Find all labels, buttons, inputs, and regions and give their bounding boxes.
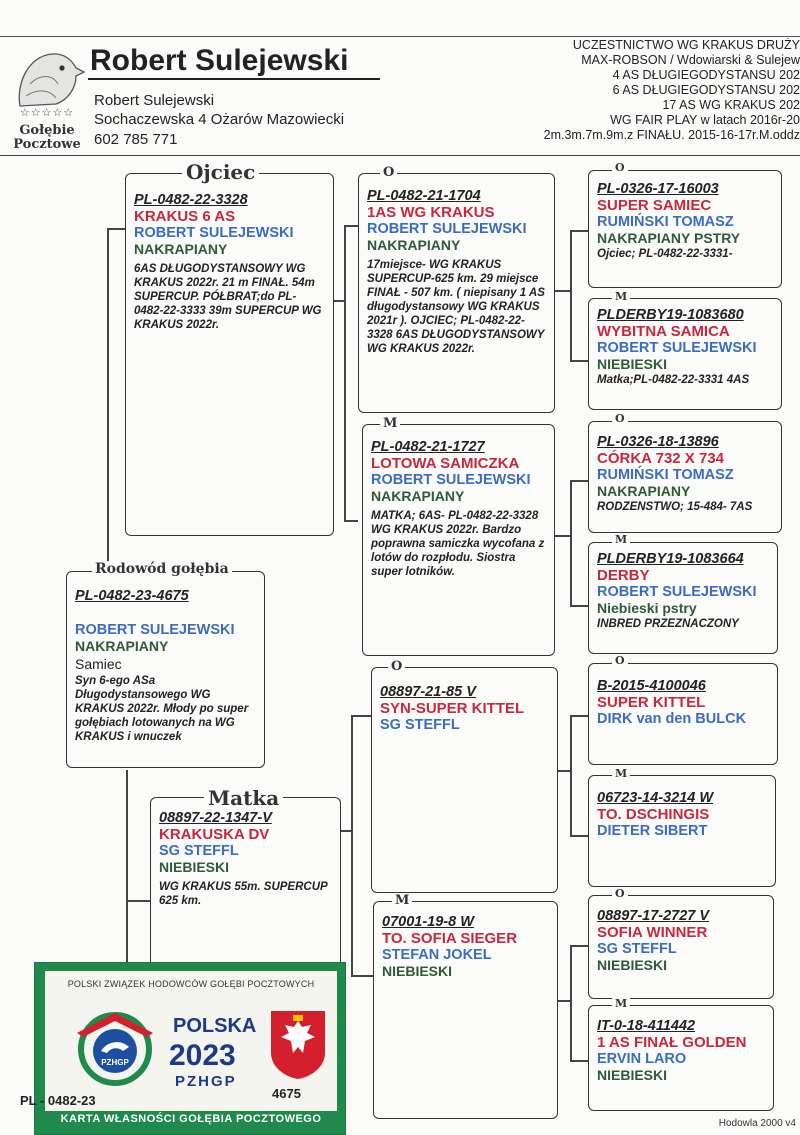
- ring-number: 07001-19-8 W: [382, 914, 474, 930]
- great-grandparent-card: [588, 421, 782, 533]
- great-grandparent-card: [588, 170, 782, 288]
- connector-line: [344, 225, 358, 227]
- polish-eagle-icon: [267, 1007, 329, 1081]
- great-grandparent-card: [588, 663, 778, 765]
- breeder-name: SG STEFFL: [159, 843, 239, 859]
- connector-line: [126, 770, 128, 970]
- header-divider: [0, 155, 800, 156]
- card-year: 2023: [169, 1039, 236, 1072]
- breeder-name: SG STEFFL: [380, 717, 460, 733]
- pigeon-note: WG KRAKUS 55m. SUPERCUP 625 km.: [159, 881, 328, 907]
- ring-number: PL-0482-21-1727: [371, 439, 485, 455]
- ring-number: PL-0326-18-13896: [597, 434, 719, 450]
- pigeon-color: NAKRAPIANY PSTRY: [597, 230, 741, 246]
- maternal-grandfather-card: [371, 667, 558, 893]
- logo-text: [6, 124, 88, 152]
- pigeon-color: NIEBIESKI: [597, 957, 668, 973]
- card-inner: [45, 971, 337, 1095]
- female-label: M: [380, 416, 400, 431]
- maternal-grandmother-card: [373, 901, 558, 1119]
- breeder-name: ROBERT SULEJEWSKI: [597, 584, 757, 600]
- connector-line: [570, 835, 588, 837]
- achievement-line: UCZESTNICTWO WG KRAKUS DRUŻY: [572, 38, 800, 52]
- pigeon-name: CÓRKA 732 X 734: [597, 450, 725, 467]
- mother-card: [150, 797, 341, 975]
- great-grandparent-card: [588, 775, 776, 887]
- owner-title-underline: [88, 78, 380, 80]
- ring-number: PLDERBY19-1083664: [597, 551, 744, 567]
- pigeon-note: 17miejsce- WG KRAKUS SUPERCUP-625 km. 29 miejsce FINAŁ - 507 km. ( niepisany 1 AS długodystansowy WG KRAKUS 2021r ). OJCIEC; PL-0482-22-3328 6AS DŁUGODYSTANSOWY WG KRAKUS 2022r.: [367, 259, 545, 355]
- female-label: M: [392, 893, 412, 908]
- pigeon-name: SOFIA WINNER: [597, 924, 708, 941]
- male-label: O: [612, 654, 628, 667]
- female-label: M: [612, 290, 630, 303]
- mother-label: Matka: [204, 786, 283, 810]
- card-ring-number: PL - 0482-23: [20, 1093, 96, 1108]
- achievement-line: 17 AS WG KRAKUS 202: [662, 98, 800, 112]
- pigeon-color: Niebieski pstry: [597, 600, 697, 616]
- footer-text: Hodowla 2000 v4: [718, 1118, 796, 1129]
- achievement-line: 6 AS DŁUGIEGODYSTANSU 202: [612, 83, 800, 97]
- pigeon-note: Matka;PL-0482-22-3331 4AS: [597, 374, 750, 386]
- connector-line: [558, 770, 570, 772]
- breeder-name: ROBERT SULEJEWSKI: [597, 340, 757, 356]
- owner-address: Sochaczewska 4 Ożarów Mazowiecki: [94, 111, 345, 128]
- pigeon-note: 6AS DŁUGODYSTANSOWY WG KRAKUS 2022r. 21 m FINAŁ. 54m SUPERCUP. PÓŁBRAT;do PL-0482-22-3333 39m SUPERCUP WG KRAKUS 2022r.: [134, 263, 322, 331]
- pigeon-name: TO. SOFIA SIEGER: [382, 930, 518, 947]
- top-border: [0, 36, 800, 37]
- paternal-grandmother-card: [362, 424, 555, 656]
- male-label: O: [388, 659, 405, 674]
- connector-line: [570, 480, 572, 605]
- pigeon-color: NIEBIESKI: [597, 356, 668, 372]
- pigeon-note: Syn 6-ego ASa Długodystansowego WG KRAKUS 2022r. Młody po super gołębiach lotowanych na WG KRAKUS i wnuczek: [75, 675, 249, 743]
- connector-line: [570, 230, 588, 232]
- connector-line: [344, 520, 358, 522]
- female-label: M: [612, 997, 630, 1010]
- father-card: [125, 173, 334, 536]
- female-label: M: [612, 533, 630, 546]
- pigeon-name: SYN-SUPER KITTEL: [380, 700, 525, 717]
- connector-line: [570, 945, 588, 947]
- great-grandparent-card: [588, 895, 774, 999]
- connector-line: [570, 945, 572, 1060]
- logo-text-line-2: Pocztowe: [13, 137, 81, 152]
- pigeon-sex: Samiec: [75, 656, 122, 672]
- ring-number: 08897-17-2727 V: [597, 908, 710, 924]
- achievement-line: MAX-ROBSON / Wdowiarski & Sulejew: [581, 53, 800, 67]
- pigeon-color: NAKRAPIANY: [367, 237, 461, 253]
- male-label: O: [380, 165, 397, 180]
- achievements-list: [470, 38, 800, 143]
- connector-line: [341, 830, 351, 832]
- female-label: M: [612, 767, 630, 780]
- pigeon-note: Ojciec; PL-0482-22-3331-: [597, 248, 733, 260]
- pigeon-name: 1AS WG KRAKUS: [367, 204, 495, 221]
- ring-number: PL-0326-17-16003: [597, 181, 719, 197]
- connector-line: [570, 360, 588, 362]
- connector-line: [570, 715, 572, 835]
- pigeon-color: NIEBIESKI: [159, 859, 230, 875]
- ring-number: 06723-14-3214 W: [597, 790, 714, 806]
- great-grandparent-card: [588, 298, 782, 410]
- ring-number: PL-0482-21-1704: [367, 188, 481, 204]
- pigeon-note: INBRED PRZEZNACZONY: [597, 618, 739, 630]
- pigeon-name: TO. DSCHINGIS: [597, 806, 710, 823]
- breeder-name: RUMIŃSKI TOMASZ: [597, 214, 734, 230]
- pigeon-name: SUPER SAMIEC: [597, 197, 712, 214]
- connector-line: [351, 975, 373, 977]
- ring-number: PLDERBY19-1083680: [597, 307, 744, 323]
- breeder-name: DIETER SIBERT: [597, 823, 708, 839]
- breeder-name: RUMIŃSKI TOMASZ: [597, 467, 734, 483]
- father-label: Ojciec: [182, 160, 259, 184]
- pigeon-name: 1 AS FINAŁ GOLDEN: [597, 1034, 747, 1051]
- achievement-line: WG FAIR PLAY w latach 2016r-20: [610, 113, 800, 127]
- subject-card: [66, 571, 265, 768]
- male-label: O: [612, 887, 628, 900]
- owner-phone: 602 785 771: [94, 131, 178, 148]
- breeder-name: ROBERT SULEJEWSKI: [134, 225, 294, 241]
- breeder-name: DIRK van den BULCK: [597, 711, 747, 727]
- pedigree-label: Rodowód gołębia: [92, 561, 232, 577]
- pigeon-note: RODZENSTWO; 15-484- 7AS: [597, 501, 753, 513]
- owner-title: Robert Sulejewski: [90, 44, 349, 77]
- connector-line: [107, 228, 127, 230]
- pigeon-name: KRAKUSKA DV: [159, 826, 270, 843]
- connector-line: [570, 715, 588, 717]
- ring-number: PL-0482-23-4675: [75, 588, 189, 604]
- breeder-name: ERVIN LARO: [597, 1051, 687, 1067]
- card-country: POLSKA: [173, 1015, 257, 1037]
- pigeon-color: NIEBIESKI: [382, 963, 453, 979]
- breeder-name: ROBERT SULEJEWSKI: [367, 221, 527, 237]
- card-header-text: POLSKI ZWIĄZEK HODOWCÓW GOŁĘBI POCZTOWYCH: [67, 979, 315, 989]
- connector-line: [570, 605, 588, 607]
- ownership-card: [34, 962, 346, 1135]
- connector-line: [344, 225, 346, 520]
- paternal-grandfather-card: [358, 173, 555, 413]
- ring-number: 08897-21-85 V: [380, 684, 476, 700]
- pigeon-color: NIEBIESKI: [597, 1067, 668, 1083]
- ring-number: IT-0-18-411442: [597, 1018, 696, 1034]
- connector-line: [351, 715, 371, 717]
- pigeon-name: DERBY: [597, 567, 650, 584]
- pigeon-color: NAKRAPIANY: [75, 638, 169, 654]
- connector-line: [126, 900, 150, 902]
- male-label: O: [612, 412, 628, 425]
- ring-number: 08897-22-1347-V: [159, 810, 272, 826]
- pzhgp-emblem-icon: [67, 1007, 163, 1091]
- connector-line: [334, 300, 344, 302]
- ring-number: PL-0482-22-3328: [134, 192, 248, 208]
- breeder-name: SG STEFFL: [597, 941, 677, 957]
- breeder-name: ROBERT SULEJEWSKI: [371, 472, 531, 488]
- pigeon-color: NAKRAPIANY: [134, 241, 228, 257]
- pigeon-color: NAKRAPIANY: [371, 488, 465, 504]
- emblem-text: PZHGP: [101, 1058, 129, 1067]
- breeder-name: STEFAN JOKEL: [382, 947, 492, 963]
- connector-line: [555, 535, 570, 537]
- pigeon-color: NAKRAPIANY: [597, 483, 691, 499]
- connector-line: [558, 1000, 570, 1002]
- male-label: O: [612, 161, 628, 174]
- connector-line: [570, 480, 588, 482]
- pigeon-name: SUPER KITTEL: [597, 694, 706, 711]
- breeder-name: ROBERT SULEJEWSKI: [75, 622, 235, 638]
- card-footer-text: KARTA WŁASNOŚCI GOŁĘBIA POCZTOWEGO: [60, 1113, 322, 1125]
- achievement-line: 4 AS DŁUGIEGODYSTANSU 202: [612, 68, 800, 82]
- achievement-line: 2m.3m.7m.9m.z FINAŁU. 2015-16-17r.M.oddz: [543, 128, 800, 142]
- pigeon-name: LOTOWA SAMICZKA: [371, 455, 520, 472]
- great-grandparent-card: [588, 542, 778, 654]
- great-grandparent-card: [588, 1005, 774, 1111]
- logo-text-line-1: Gołębie: [19, 123, 75, 138]
- connector-line: [107, 228, 109, 573]
- pigeon-name: KRAKUS 6 AS: [134, 208, 236, 225]
- logo-stars: ☆☆☆☆☆: [19, 107, 75, 119]
- owner-name: Robert Sulejewski: [94, 92, 215, 109]
- card-org: PZHGP: [175, 1073, 237, 1090]
- ring-number: B-2015-4100046: [597, 678, 706, 694]
- connector-line: [351, 715, 353, 975]
- connector-line: [570, 1060, 588, 1062]
- pigeon-note: MATKA; 6AS- PL-0482-22-3328 WG KRAKUS 2022r. Bardzo poprawna samiczka wycofana z lotów do rozpłodu. Siostra super lotników.: [371, 510, 545, 578]
- card-number: 4675: [272, 1086, 301, 1101]
- pigeon-name: WYBITNA SAMICA: [597, 323, 730, 340]
- connector-line: [555, 290, 570, 292]
- connector-line: [570, 230, 572, 360]
